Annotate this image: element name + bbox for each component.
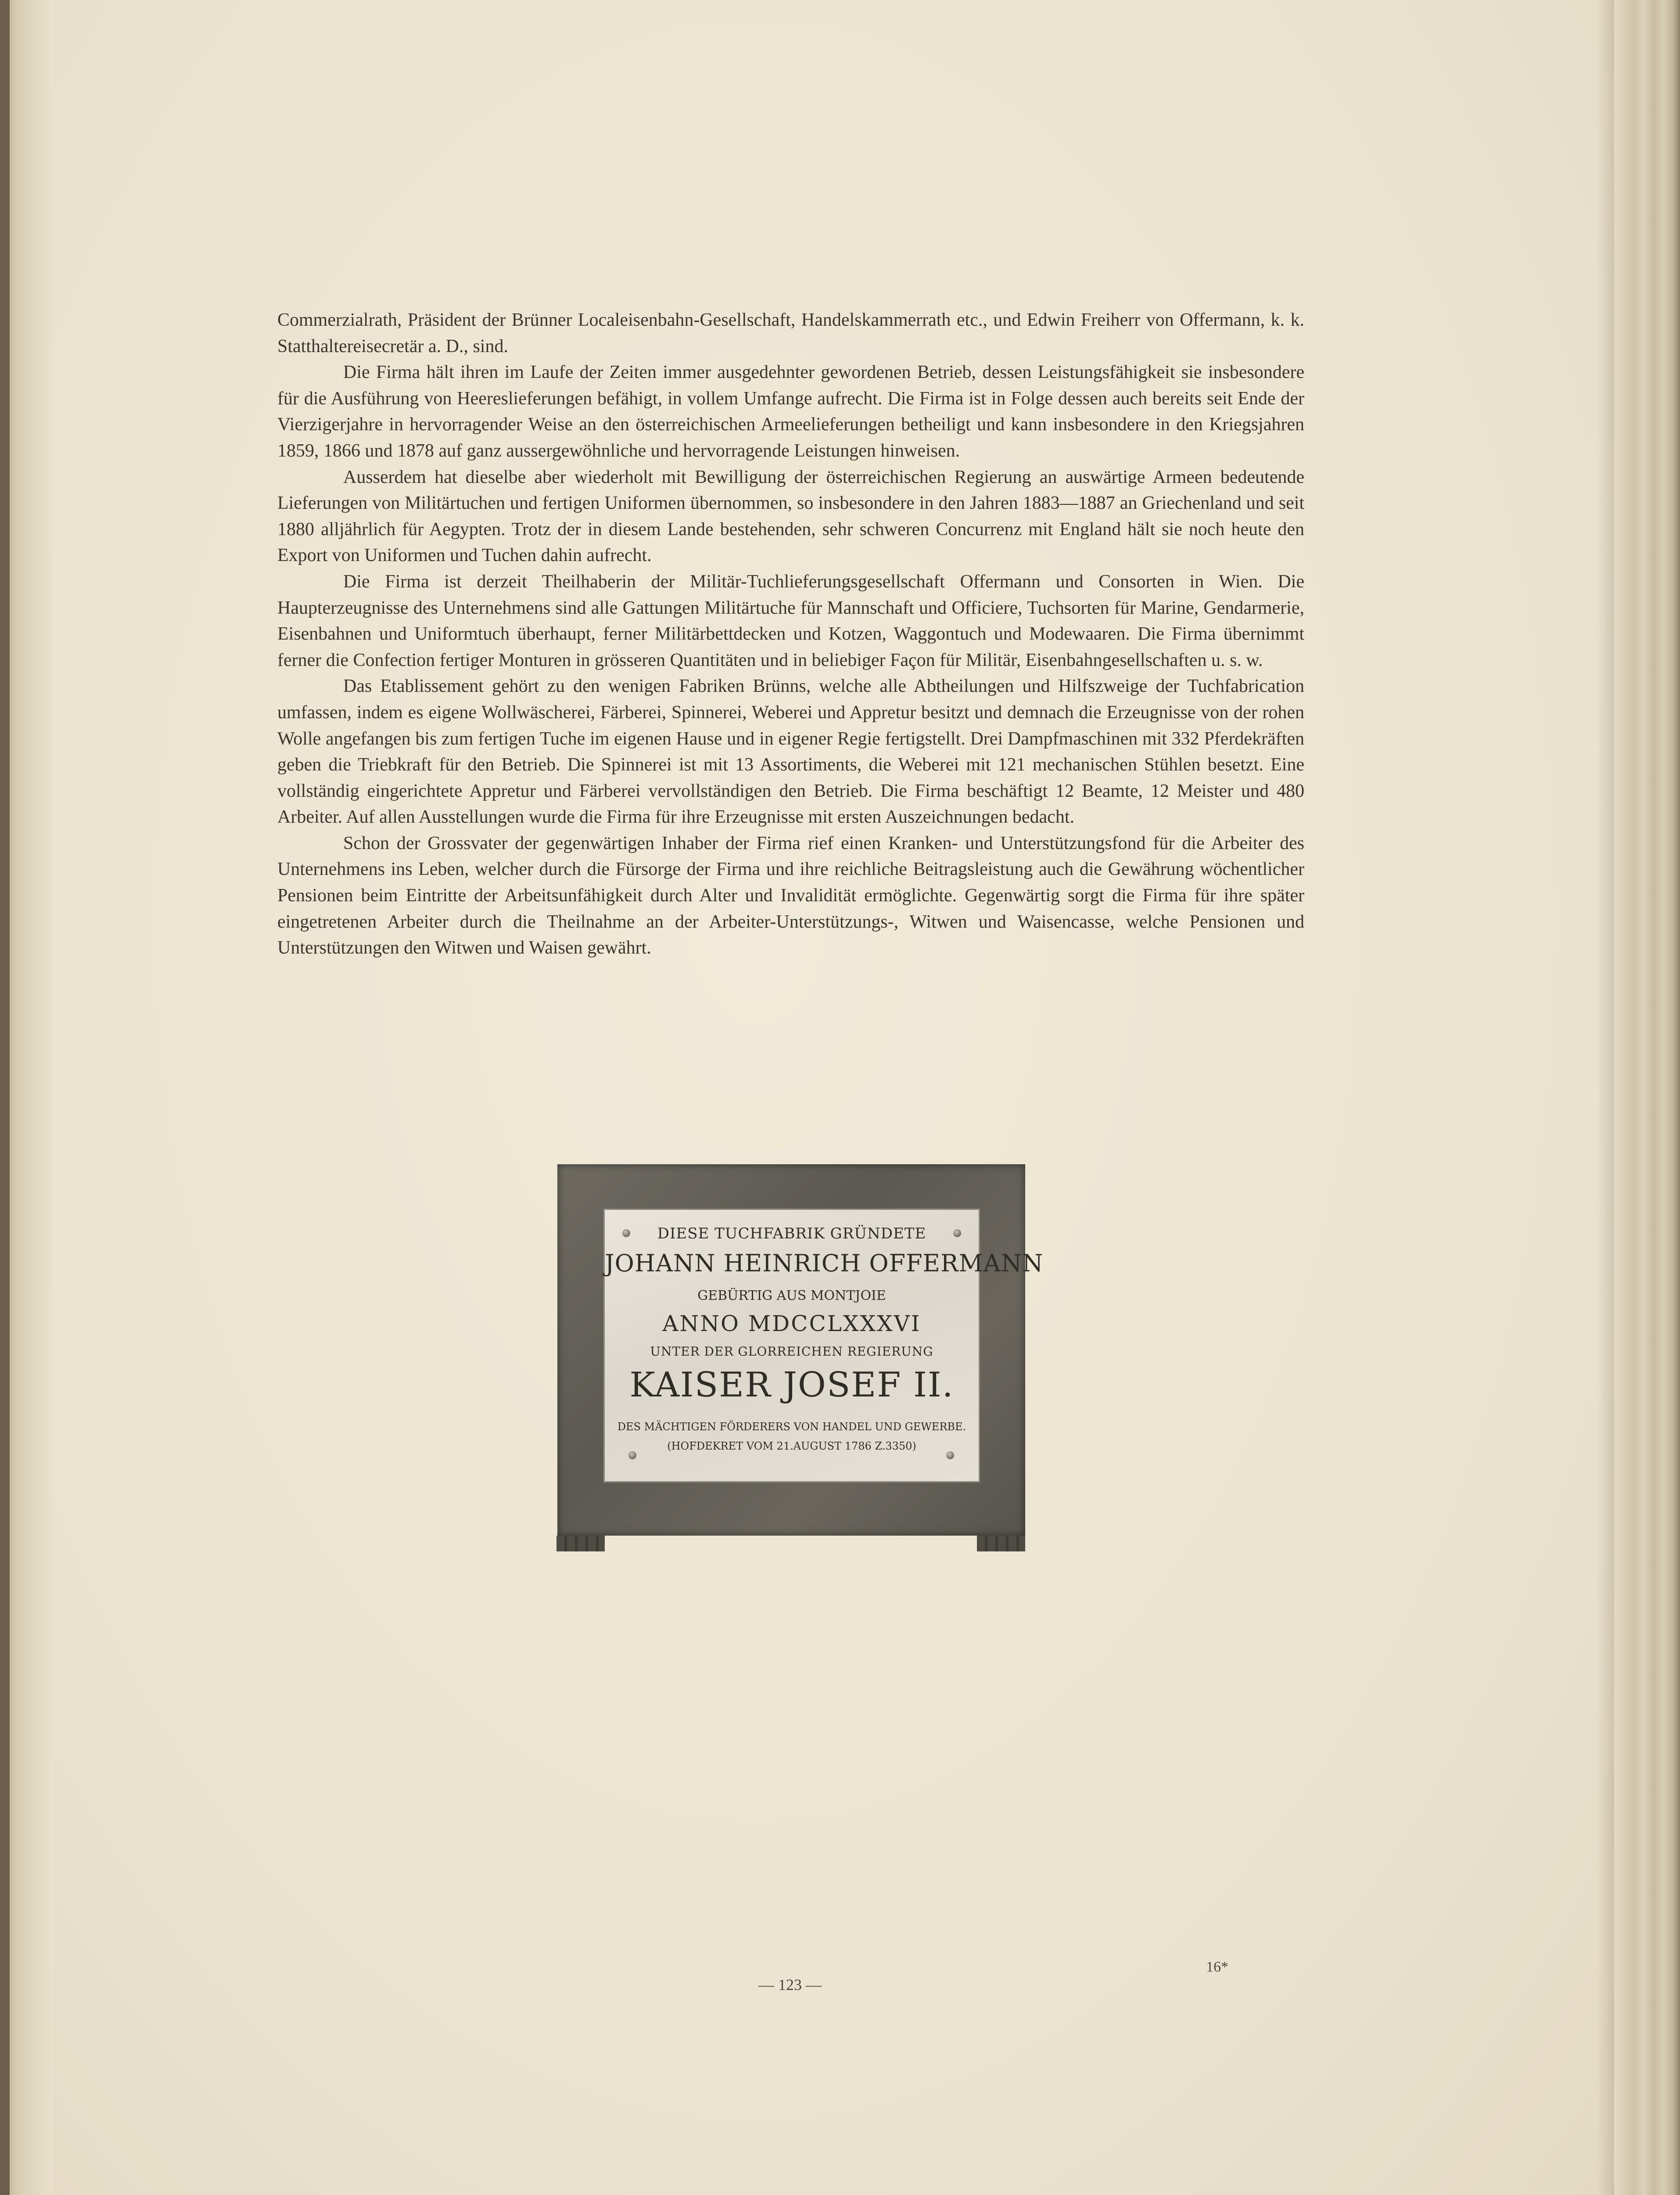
page-shade [1597,0,1614,2195]
book-gutter [0,0,53,2195]
plaque-line: DIESE TUCHFABRIK GRÜNDETE [657,1225,926,1242]
plaque-line: UNTER DER GLORREICHEN REGIERUNG [650,1344,933,1359]
body-text [277,307,1304,961]
page-edges [1614,0,1680,2195]
plaque-stone [605,1210,1044,1481]
paragraph: Das Etablissement gehört zu den wenigen Fabriken Brünns, welche alle Abtheilungen und Hilfszweige der Tuchfabrication umfassen, indem es eigene Wollwäscherei, Färberei, Spinnerei, Weberei und Appretur besitzt und demnach die Erzeugnisse von der rohen Wolle angefangen bis zum fertigen Tuche im eigenen Hause und in eigener Regie fertigstellt. Drei Dampfmaschinen mit 332 Pferdekräften geben die Triebkraft für den Betrieb. Die Spinnerei ist mit 13 Assortiments, die Weberei mit 121 mechanischen Stühlen besetzt. Eine vollständig eingerichtete Appretur und Färberei vervollständigen den Betrieb. Die Firma beschäftigt 12 Beamte, 12 Meister und 480 Arbeiter. Auf allen Ausstellungen wurde die Firma für ihre Erzeugnisse mit ersten Auszeichnungen bedacht. [277,676,1304,828]
signature-mark: 16* [1206,1959,1228,1975]
paragraph: Commerzialrath, Präsident der Brünner Localeisenbahn-Gesellschaft, Handelskammerrath etc., und Edwin Freiherr von Offermann, k. k. Statthaltereisecretär a. D., sind. [277,310,1304,356]
plaque-line: ANNO MDCCLXXXVI [662,1311,921,1336]
plaque-inscription [605,1210,1044,1481]
page-number: — 123 — [758,1976,822,1993]
paragraph: Die Firma ist derzeit Theilhaberin der Militär-Tuchlieferungsgesellschaft Offermann und Consorten in Wien. Die Haupterzeugnisse des Unternehmens sind alle Gattungen Militärtuche für Mannschaft und Officiere, Tuchsorten für Marine, Gendarmerie, Eisenbahnen und Uniformtuch überhaupt, ferner Militärbettdecken und Kotzen, Waggontuch und Modewaaren. Die Firma übernimmt ferner die Confection fertiger Monturen in grösseren Quantitäten und in beliebiger Façon für Militär, Eisenbahngesellschaften u. s. w. [277,571,1304,670]
plaque-line: KAISER JOSEF II. [629,1365,954,1405]
plaque-photo [554,1164,1044,1553]
plaque-foot [977,1536,1025,1551]
binding-edge [0,0,10,2195]
paragraph: Schon der Grossvater der gegenwärtigen Inhaber der Firma rief einen Kranken- und Unterstützungsfond für die Arbeiter des Unternehmens ins Leben, welcher durch die Fürsorge der Firma und ihre reichliche Beitragsleistung auch die Gewährung wöchentlicher Pensionen beim Eintritte der Arbeitsunfähigkeit durch Alter und Invalidität ermöglichte. Gegenwärtig sorgt die Firma für ihre später eingetretenen Arbeiter durch die Theilnahme an der Arbeiter-Unterstützungs-, Witwen und Waisencasse, welche Pensionen und Unterstützungen den Witwen und Waisen gewährt. [277,833,1304,958]
plaque-line: JOHANN HEINRICH OFFERMANN [605,1249,1044,1277]
paragraph: Die Firma hält ihren im Laufe der Zeiten immer ausgedehnter gewordenen Betrieb, dessen Leistungsfähigkeit sie insbesondere für die Ausführung von Heereslieferungen befähigt, in vollem Umfange aufrecht. Die Firma ist in Folge dessen auch bereits seit Ende der Vierzigerjahre in hervorragender Weise an den österreichischen Armeelieferungen betheiligt und kann insbesondere in den Kriegsjahren 1859, 1866 und 1878 auf ganz aussergewöhnliche und hervorragende Leistungen hinweisen. [277,362,1304,461]
paragraph: Ausserdem hat dieselbe aber wiederholt mit Bewilligung der österreichischen Regierung an auswärtige Armeen bedeutende Lieferungen von Militärtuchen und fertigen Uniformen übernommen, so insbesondere in den Jahren 1883—1887 an Griechenland und seit 1880 alljährlich für Aegypten. Trotz der in diesem Lande bestehenden, sehr schweren Concurrenz mit England hält sie noch heute den Export von Uniformen und Tuchen dahin aufrecht. [277,467,1304,566]
plaque-frame [557,1164,1044,1536]
plaque-foot [556,1536,605,1551]
plaque-line: DES MÄCHTIGEN FÖRDERERS VON HANDEL UND GEWERBE. [617,1421,966,1433]
plaque-line: GEBÜRTIG AUS MONTJOIE [697,1288,886,1303]
plaque-line: (HOFDEKRET VOM 21.AUGUST 1786 Z.3350) [667,1440,916,1452]
